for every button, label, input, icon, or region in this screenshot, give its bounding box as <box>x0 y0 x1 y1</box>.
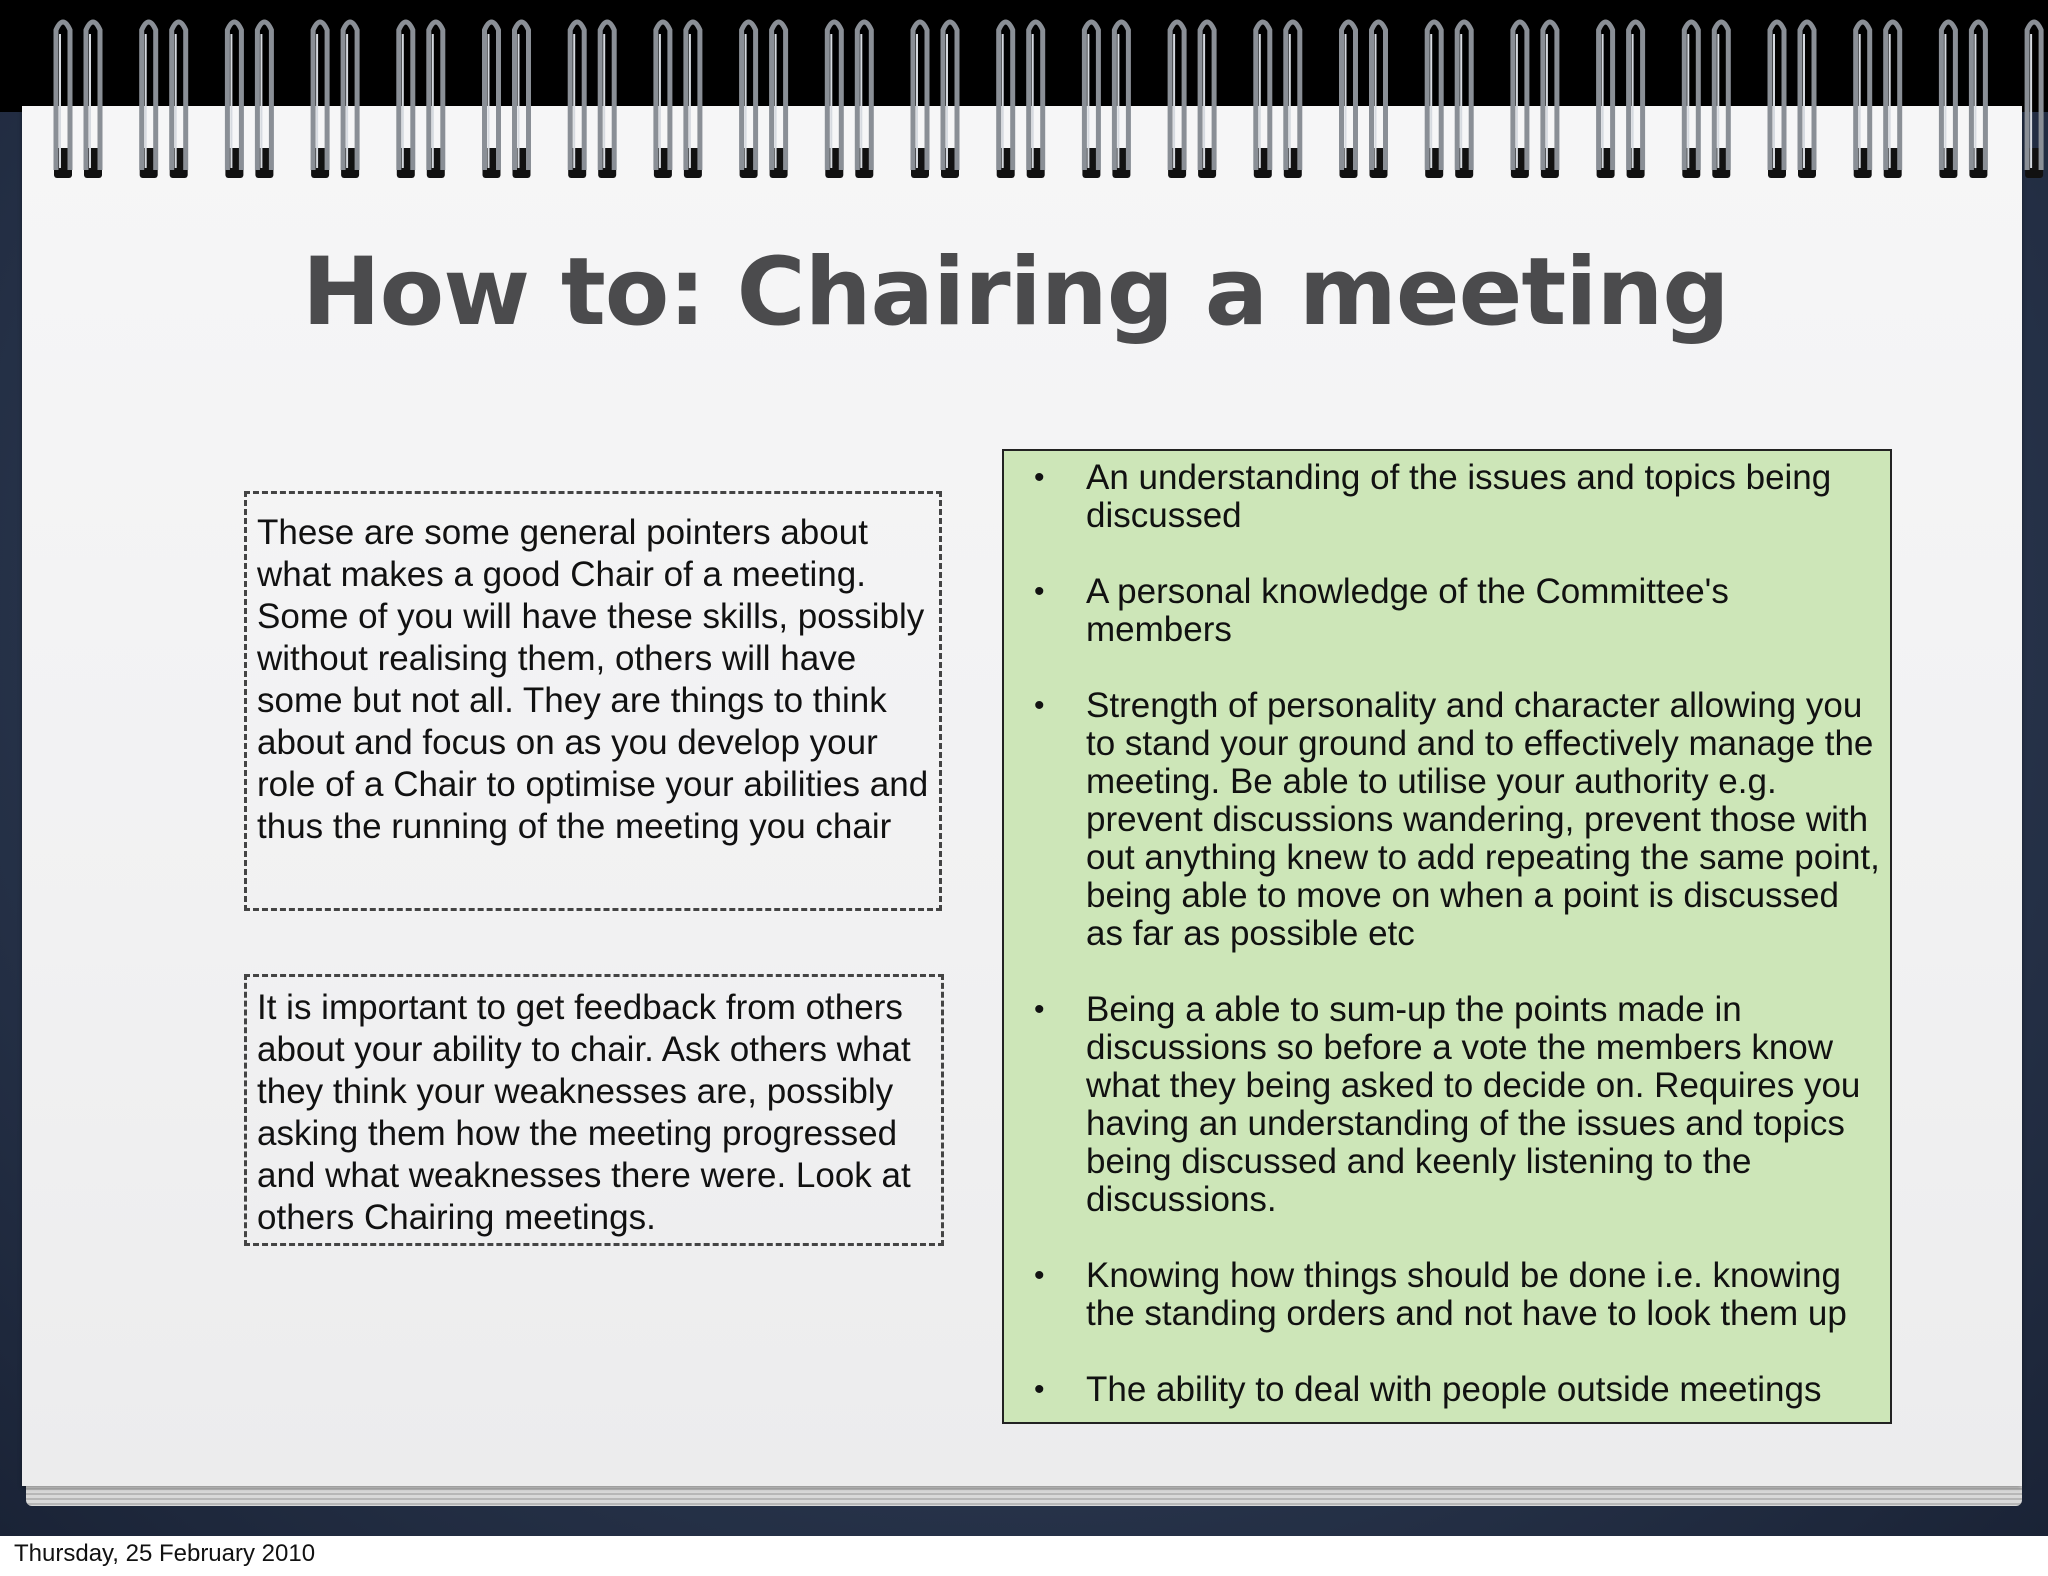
slide-title: How to: Chairing a meeting <box>302 238 1729 347</box>
binding-ring-icon <box>568 22 616 178</box>
list-item-text: The ability to deal with people outside meetings <box>1086 1370 1822 1409</box>
list-item-text: A personal knowledge of the Committee's members <box>1086 572 1729 649</box>
spiral-rings <box>0 0 2048 190</box>
list-item-text: Knowing how things should be done i.e. knowing the standing orders and not have to look them up <box>1086 1256 1847 1333</box>
bullet-icon: • <box>1034 1259 1045 1292</box>
feedback-text: It is important to get feedback from others about your ability to chair. Ask others what they think your weaknesses are, possibly asking them how the meeting progressed and what weaknesses there were. Look at others Chairing meetings. <box>257 988 911 1237</box>
binding-ring-icon <box>1425 22 1473 178</box>
binding-ring-icon <box>397 22 445 178</box>
binding-ring-icon <box>2025 22 2048 178</box>
binding-ring-icon <box>911 22 959 178</box>
list-item-text: Strength of personality and character allowing you to stand your ground and to effectively manage the meeting. Be able to utilise your authority e.g. prevent discussions wandering, prevent those with out anything knew to add repeating the same point, being able to move on when a point is discussed as far as possible etc <box>1086 686 1880 953</box>
list-item <box>1004 459 1890 535</box>
bullet-icon: • <box>1034 993 1045 1026</box>
list-item <box>1004 1257 1890 1333</box>
binding-ring-icon <box>997 22 1045 178</box>
binding-ring-icon <box>1939 22 1987 178</box>
footer-date: Thursday, 25 February 2010 <box>14 1540 316 1567</box>
list-item <box>1004 687 1890 953</box>
intro-text: These are some general pointers about what makes a good Chair of a meeting. Some of you will have these skills, possibly without realising them, others will have some but not all. They are things to think about and focus on as you develop your role of a Chair to optimise your abilities and thus the running of the meeting you chair <box>257 513 929 846</box>
bullet-icon: • <box>1034 1373 1045 1406</box>
list-item <box>1004 991 1890 1219</box>
intro-textbox <box>244 491 942 911</box>
binding-ring-icon <box>1082 22 1130 178</box>
binding-ring-icon <box>1340 22 1388 178</box>
bullet-icon: • <box>1034 689 1045 722</box>
list-item-text: An understanding of the issues and topics being discussed <box>1086 458 1832 535</box>
binding-ring-icon <box>311 22 359 178</box>
feedback-textbox <box>244 974 944 1246</box>
qualities-panel <box>1002 449 1892 1424</box>
binding-ring-icon <box>1511 22 1559 178</box>
binding-ring-icon <box>740 22 788 178</box>
list-item <box>1004 1371 1890 1409</box>
binding-ring-icon <box>1768 22 1816 178</box>
list-item <box>1004 573 1890 649</box>
binding-ring-icon <box>54 22 102 178</box>
binding-ring-icon <box>1597 22 1645 178</box>
binding-ring-icon <box>654 22 702 178</box>
list-item-text: Being a able to sum-up the points made in discussions so before a vote the members know what they being asked to decide on. Requires you having an understanding of the issues and topics being discussed and keenly listening to the discussions. <box>1086 990 1861 1219</box>
binding-ring-icon <box>1254 22 1302 178</box>
binding-ring-icon <box>825 22 873 178</box>
binding-ring-icon <box>483 22 531 178</box>
qualities-list <box>1004 459 1890 1447</box>
binding-ring-icon <box>1682 22 1730 178</box>
binding-ring-icon <box>1854 22 1902 178</box>
bullet-icon: • <box>1034 461 1045 494</box>
bullet-icon: • <box>1034 575 1045 608</box>
binding-ring-icon <box>1168 22 1216 178</box>
binding-ring-icon <box>225 22 273 178</box>
binding-ring-icon <box>140 22 188 178</box>
